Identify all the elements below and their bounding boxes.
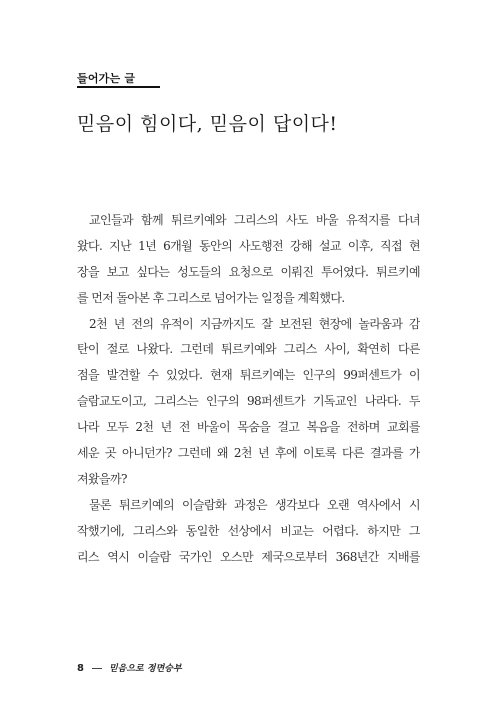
text-line: 왔다. 지난 1년 6개월 동안의 사도행전 강해 설교 이후, 직접 현 bbox=[77, 238, 420, 253]
page-footer bbox=[77, 661, 182, 674]
page-number: 8 bbox=[77, 663, 84, 674]
text-line: 슬람교도이고, 그리스는 인구의 98퍼센트가 기독교인 나라다. 두 bbox=[77, 394, 420, 409]
section-label: 들어가는 글 bbox=[77, 72, 136, 85]
text-line: 탄이 절로 나왔다. 그런데 튀르키예와 그리스 사이, 확연히 다른 bbox=[77, 342, 420, 357]
text-line: 점을 발견할 수 있었다. 현재 튀르키예는 인구의 99퍼센트가 이 bbox=[77, 368, 420, 383]
body-text bbox=[77, 208, 420, 570]
section-underline bbox=[77, 86, 160, 88]
text-line: 나라 모두 2천 년 전 바울이 목숨을 걸고 복음을 전하며 교회를 bbox=[77, 420, 420, 435]
text-line: 2천 년 전의 유적이 지금까지도 잘 보전된 현장에 놀라움과 감 bbox=[89, 316, 420, 331]
text-line: 를 먼저 돌아본 후 그리스로 넘어가는 일정을 계획했다. bbox=[77, 290, 345, 305]
text-line: 장을 보고 싶다는 성도들의 요청으로 이뤄진 투어였다. 튀르키예 bbox=[77, 264, 420, 279]
text-line: 교인들과 함께 튀르키예와 그리스의 사도 바울 유적지를 다녀 bbox=[89, 213, 420, 227]
chapter-title: 믿음이 힘이다, 믿음이 답이다! bbox=[77, 113, 338, 135]
running-title: 믿음으로 정면승부 bbox=[108, 664, 182, 674]
text-line: 세운 곳 아니던가? 그런데 왜 2천 년 후에 이토록 다른 결과를 가 bbox=[77, 446, 420, 461]
text-line: 리스 역시 이슬람 국가인 오스만 제국으로부터 368년간 지배를 bbox=[77, 549, 420, 564]
text-line: 물론 튀르키예의 이슬람화 과정은 생각보다 오랜 역사에서 시 bbox=[89, 497, 420, 512]
text-line: 작했기에, 그리스와 동일한 선상에서 비교는 어렵다. 하지만 그 bbox=[77, 523, 420, 538]
text-line: 져왔을까? bbox=[77, 471, 127, 486]
footer-separator bbox=[92, 668, 102, 669]
